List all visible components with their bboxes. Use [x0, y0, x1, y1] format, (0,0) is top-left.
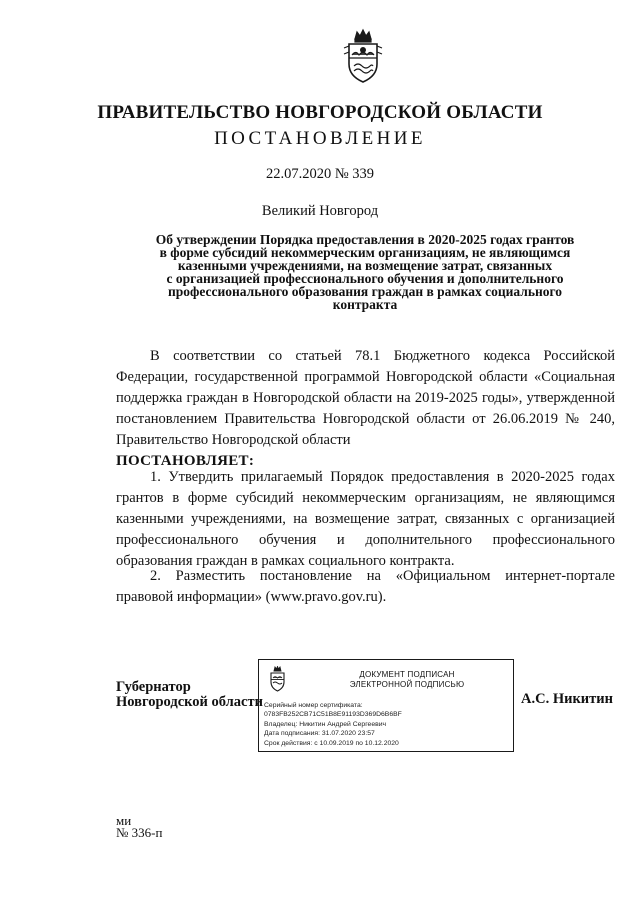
subject-line: Об утверждении Порядка предоставления в 2020-2025 годах грантов	[155, 232, 575, 247]
signing-date: Дата подписания: 31.07.2020 23:57	[264, 730, 375, 738]
signatory-position-line: Новгородской области	[116, 694, 263, 710]
resolution-item-2	[116, 566, 615, 608]
executor-mark	[116, 815, 162, 839]
executor-initials: ми	[116, 813, 132, 828]
stamp-title-line: ЭЛЕКТРОННОЙ ПОДПИСЬЮ	[349, 680, 465, 689]
signatory-position-line: Губернатор	[116, 679, 191, 695]
organization-title: ПРАВИТЕЛЬСТВО НОВГОРОДСКОЙ ОБЛАСТИ	[97, 102, 543, 123]
document-ref-number: № 336-п	[116, 825, 163, 840]
decree-word: ПОСТАНОВЛЯЕТ:	[116, 453, 255, 469]
coat-of-arms-icon	[342, 28, 384, 84]
certificate-label: Серийный номер сертификата:	[264, 702, 363, 709]
subject-line: в форме субсидий некоммерческим организациям, не являющимся	[159, 245, 571, 260]
subject-line: казенными учреждениями, на возмещение затрат, связанных	[177, 258, 553, 273]
preamble-paragraph: В соответствии со статьей 78.1 Бюджетного кодекса Российской Федерации, государственной программой Новгородской области «Социальная поддержка граждан в Новгородской области на 2019-2025 годы», утвержденной постановлением Правительства Новгородской области от 26.06.2019 № 240, Правительство Новгородской области	[116, 348, 615, 448]
signatory-position	[116, 680, 263, 710]
item-1-text: 1. Утвердить прилагаемый Порядок предоставления в 2020-2025 годах грантов в форме субсидий некоммерческим организациям, не являющимся казенными учреждениями, на возмещение затрат, связанных с организацией профессионального обучения и дополнительного профессионального образования граждан в рамках социального контракта.	[116, 469, 615, 569]
stamp-title-line: ДОКУМЕНТ ПОДПИСАН	[359, 670, 455, 679]
resolution-item-1	[116, 467, 615, 572]
certificate-owner: Владелец: Никитин Андрей Сергеевич	[264, 720, 387, 728]
document-place: Великий Новгород	[261, 203, 379, 219]
subject-line: профессионального образования граждан в рамках социального	[167, 284, 563, 299]
certificate-serial: 0783FB252CB71C51B8E91193D369D6B6BF	[264, 711, 402, 719]
coat-of-arms-icon	[268, 666, 287, 692]
document-type: ПОСТАНОВЛЕНИЕ	[214, 128, 426, 149]
stamp-details	[264, 701, 510, 748]
preamble-block	[116, 346, 615, 472]
subject-line: контракта	[332, 297, 398, 312]
document-subject	[100, 233, 630, 311]
subject-line: с организацией профессионального обучения и дополнительного	[166, 271, 564, 286]
item-2-text: 2. Разместить постановление на «Официальном интернет-портале правовой информации» (www.pravo.gov.ru).	[116, 568, 615, 605]
certificate-validity: Срок действия: с 10.09.2019 по 10.12.2020	[264, 739, 399, 747]
electronic-signature-stamp	[258, 659, 514, 752]
document-date-number: 22.07.2020 № 339	[265, 166, 375, 182]
stamp-title	[307, 670, 507, 690]
signatory-name: А.С. Никитин	[521, 691, 613, 707]
